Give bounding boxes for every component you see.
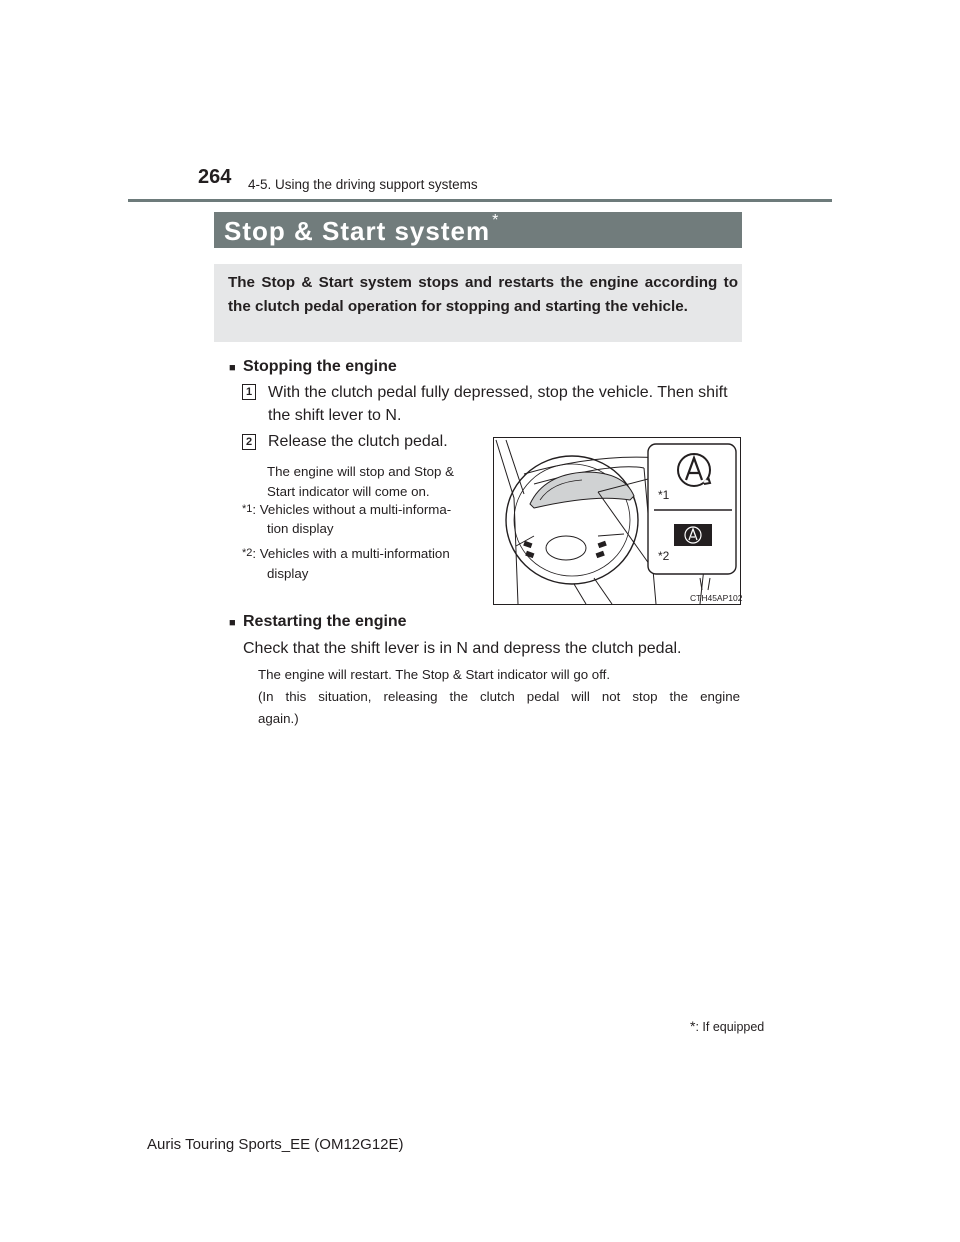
- stopping-heading-text: Stopping the engine: [243, 358, 397, 375]
- equipped-asterisk: *: [690, 1018, 696, 1034]
- header-rule: [128, 199, 832, 202]
- title-asterisk: *: [492, 212, 499, 229]
- footnote-2-line2: display: [267, 566, 309, 581]
- footnote-2: [242, 543, 450, 564]
- intro-box: The Stop & Start system stops and restarts the engine according to the clutch pedal operation for stopping and starting the vehicle.: [214, 264, 742, 342]
- restart-note-line2: (In this situation, releasing the clutch pedal will not stop the engine: [258, 689, 740, 704]
- section-title-bar: [214, 212, 742, 248]
- restart-note-line3: again.): [258, 711, 299, 726]
- step1-line1: With the clutch pedal fully depressed, stop the vehicle. Then shift: [268, 384, 728, 401]
- footnote-1: [242, 499, 451, 520]
- footnote-2-text: : Vehicles with a multi-information: [252, 546, 450, 561]
- restart-text: Check that the shift lever is in N and depress the clutch pedal.: [243, 640, 682, 657]
- page-number: 264: [198, 166, 232, 188]
- footnote-2-mark: *2: [242, 547, 253, 559]
- restart-note-line1: The engine will restart. The Stop & Start indicator will go off.: [258, 667, 611, 682]
- step2-text: Release the clutch pedal.: [268, 433, 448, 450]
- step-number-2: 2: [242, 434, 256, 450]
- step-number-1: 1: [242, 384, 256, 400]
- footnote-1-mark: *1: [242, 503, 253, 515]
- section-label: 4-5. Using the driving support systems: [248, 177, 478, 192]
- bullet-triangle-icon: ■: [229, 362, 236, 374]
- step1-line2: the shift lever to N.: [268, 407, 402, 424]
- restarting-heading-text: Restarting the engine: [243, 613, 407, 630]
- footnote-1-text: : Vehicles without a multi-informa-: [252, 502, 452, 517]
- figure-code: CTH45AP102: [690, 593, 743, 603]
- equipped-text: : If equipped: [695, 1020, 765, 1034]
- stop-note-line1: The engine will stop and Stop &: [267, 464, 455, 479]
- stop-start-figure: [493, 437, 741, 605]
- dashboard-illustration: [494, 438, 743, 604]
- figure-label-1: *1: [658, 488, 670, 502]
- equipped-footnote: [690, 1018, 764, 1034]
- footnote-1-line2: tion display: [267, 521, 334, 536]
- section-title: Stop & Start system: [224, 216, 491, 246]
- stop-note-line2: Start indicator will come on.: [267, 484, 430, 499]
- restarting-heading: [229, 613, 407, 631]
- stopping-heading: [229, 358, 397, 376]
- figure-label-2: *2: [658, 549, 670, 563]
- bullet-triangle-icon: ■: [229, 617, 236, 629]
- footer-title: Auris Touring Sports_EE (OM12G12E): [147, 1136, 404, 1153]
